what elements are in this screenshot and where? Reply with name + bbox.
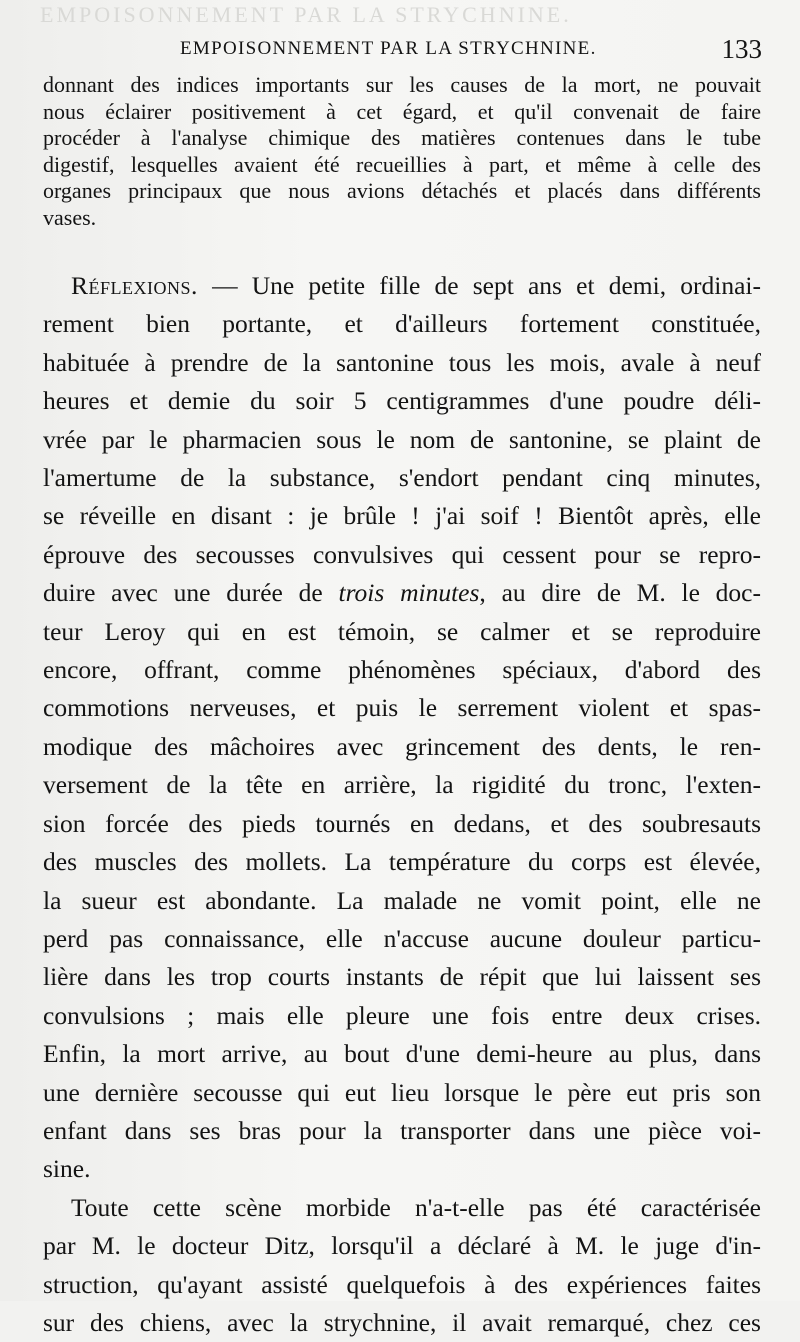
text-line: Enfin, la mort arrive, au bout d'une demi-heure au plus, dans — [43, 1039, 761, 1069]
italic-phrase: trois minutes — [338, 578, 480, 608]
text-line: des muscles des mollets. La température du corps est élevée, — [43, 847, 761, 877]
text-line — [43, 574, 761, 612]
text-line: la sueur est abondante. La malade ne vomit point, elle ne — [43, 885, 761, 915]
text-line: modique des mâchoires avec grincement des dents, le ren- — [43, 731, 761, 761]
running-title: EMPOISONNEMENT PAR LA STRYCHNINE. — [180, 38, 597, 59]
text-line: sur des chiens, avec la strychnine, il avait remarqué, chez ces — [43, 1307, 761, 1337]
text-line: organes principaux que nous avions détachés et placés dans différents — [43, 178, 761, 203]
text-line: perd pas connaissance, elle n'accuse aucune douleur particu- — [43, 923, 761, 953]
text-line: éprouve des secousses convulsives qui cessent pour se repro- — [43, 539, 761, 569]
text-line: se réveille en disant : je brûle ! j'ai soif ! Bientôt après, elle — [43, 501, 761, 531]
body-text — [43, 72, 761, 1342]
text-line — [43, 267, 761, 305]
text-line: teur Leroy qui en est témoin, se calmer et se reproduire — [43, 616, 761, 646]
text-line: par M. le docteur Ditz, lorsqu'il a déclaré à M. le juge d'in- — [43, 1231, 761, 1261]
paragraph-toute-cette-scene — [43, 1189, 761, 1342]
text-line: habituée à prendre de la santonine tous les mois, avale à neuf — [43, 347, 761, 377]
text-line: versement de la tête en arrière, la rigidité du tronc, l'exten- — [43, 770, 761, 800]
text-line: procéder à l'analyse chimique des matières contenues dans le tube — [43, 125, 761, 150]
paragraph-reflexions — [43, 267, 761, 1189]
text-line: rement bien portante, et d'ailleurs fortement constituée, — [43, 309, 761, 339]
text-line: une dernière secousse qui eut lieu lorsque le père eut pris son — [43, 1077, 761, 1107]
bleed-through-text: EMPOISONNEMENT PAR LA STRYCHNINE. — [40, 2, 572, 27]
text-line: lière dans les trop courts instants de répit que lui laissent ses — [43, 962, 761, 992]
section-lead-in: Réflexions. — [71, 271, 198, 300]
running-header — [40, 34, 762, 68]
text-line: commotions nerveuses, et puis le serrement violent et spas- — [43, 693, 761, 723]
text-line: donnant des indices importants sur les causes de la mort, ne pouvait — [43, 72, 761, 97]
text-fragment: — Une petite fille de sept ans et demi, ordinai- — [212, 271, 761, 300]
text-line: heures et demie du soir 5 centigrammes d'une poudre déli- — [43, 386, 761, 416]
text-line: vrée par le pharmacien sous le nom de santonine, se plaint de — [43, 424, 761, 454]
page-number: 133 — [721, 34, 762, 64]
text-line: encore, offrant, comme phénomènes spéciaux, d'abord des — [43, 655, 761, 685]
text-line: sine. — [43, 1154, 91, 1184]
text-line: convulsions ; mais elle pleure une fois entre deux crises. — [43, 1000, 761, 1030]
text-line: l'amertume de la substance, s'endort pendant cinq minutes, — [43, 463, 761, 493]
text-line: vases. — [43, 204, 97, 230]
text-fragment: duire avec une durée de — [43, 578, 323, 608]
text-line: sion forcée des pieds tournés en dedans, et des soubresauts — [43, 808, 761, 838]
text-line: enfant dans ses bras pour la transporter dans une pièce voi- — [43, 1115, 761, 1145]
text-line: nous éclairer positivement à cet égard, et qu'il convenait de faire — [43, 98, 761, 124]
text-line: struction, qu'ayant assisté quelquefois à des expériences faites — [43, 1269, 761, 1299]
text-fragment: , au dire de M. le doc- — [479, 578, 761, 608]
paragraph-continuation — [43, 72, 761, 231]
text-line: Toute cette scène morbide n'a-t-elle pas été caractérisée — [71, 1192, 761, 1222]
text-line: digestif, lesquelles avaient été recueillies à part, et même à celle des — [43, 151, 761, 177]
